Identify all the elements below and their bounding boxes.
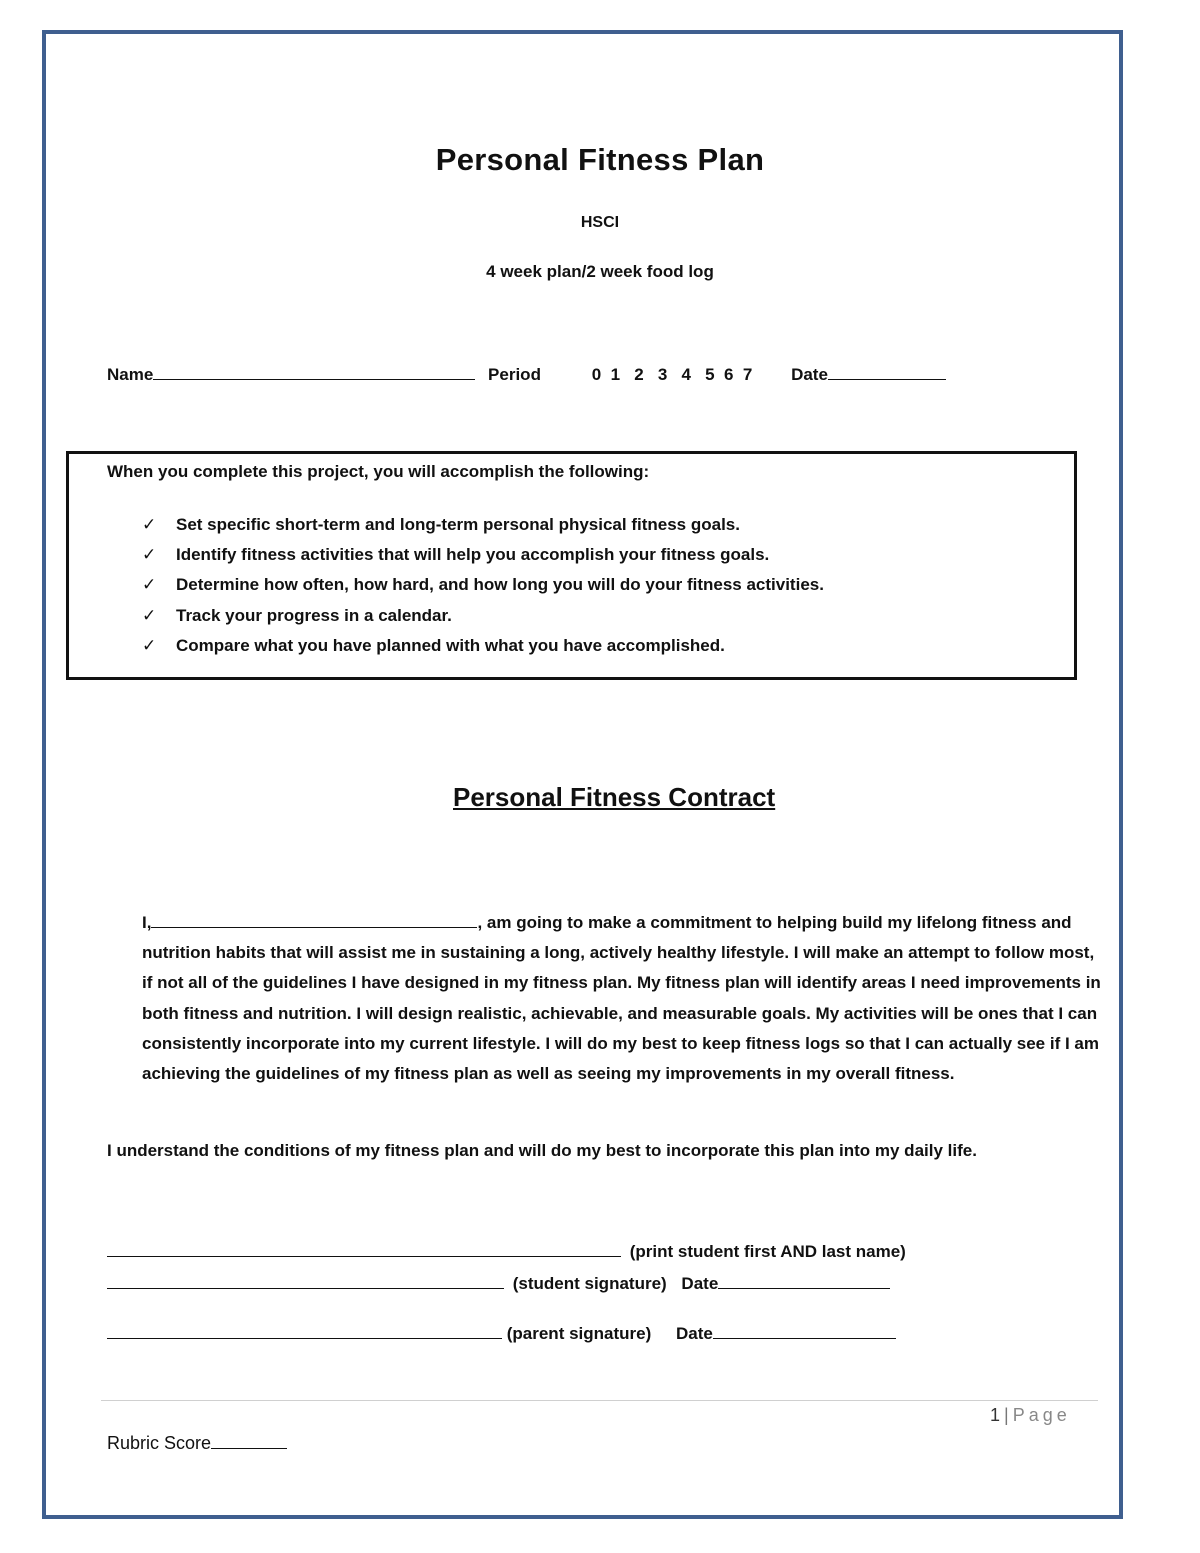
contract-name-blank[interactable] — [151, 911, 477, 928]
parent-date-blank[interactable] — [713, 1322, 896, 1339]
parent-signature-row — [107, 1322, 896, 1344]
list-item — [142, 601, 824, 631]
print-name-row — [107, 1240, 906, 1262]
rubric-score — [107, 1432, 287, 1454]
period-options[interactable]: 0 1 2 3 4 5 6 7 — [591, 365, 753, 384]
plan-subtitle: 4 week plan/2 week food log — [486, 262, 714, 281]
rubric-label: Rubric Score — [107, 1433, 212, 1453]
contract-paragraph — [142, 908, 1102, 1089]
parent-signature-label: (parent signature) — [506, 1324, 652, 1343]
date-label: Date — [791, 365, 828, 384]
student-date-label: Date — [681, 1274, 719, 1293]
course-code: HSCI — [580, 214, 620, 231]
understand-statement: I understand the conditions of my fitness plan and will do my best to incorporate this plan into my daily life. — [107, 1141, 977, 1160]
page-number — [990, 1405, 1071, 1426]
objective-text: Set specific short-term and long-term personal physical fitness goals. — [176, 515, 740, 535]
objectives-list — [142, 510, 824, 661]
page-number-value: 1 — [990, 1405, 1001, 1425]
student-signature-blank[interactable] — [107, 1272, 504, 1289]
list-item — [142, 570, 824, 600]
checkmark-icon: ✓ — [142, 605, 157, 625]
page-separator: | — [1004, 1405, 1009, 1425]
rubric-blank[interactable] — [211, 1432, 287, 1449]
checkmark-icon: ✓ — [142, 575, 157, 595]
name-blank[interactable] — [153, 363, 475, 380]
contract-title: Personal Fitness Contract — [453, 782, 776, 812]
name-label: Name — [107, 365, 154, 384]
print-name-blank[interactable] — [107, 1240, 621, 1257]
checkmark-icon: ✓ — [142, 635, 157, 655]
footer-divider — [101, 1400, 1098, 1401]
contract-intro: I, — [142, 913, 152, 932]
date-blank[interactable] — [828, 363, 946, 380]
page-border — [42, 30, 1123, 1519]
objective-text: Compare what you have planned with what you have accomplished. — [176, 635, 725, 655]
checkmark-icon: ✓ — [142, 515, 157, 535]
list-item — [142, 510, 824, 540]
student-info-row — [107, 363, 946, 385]
student-date-blank[interactable] — [718, 1272, 890, 1289]
list-item — [142, 631, 824, 661]
checkmark-icon: ✓ — [142, 545, 157, 565]
student-signature-label: (student signature) — [512, 1274, 667, 1293]
period-label: Period — [488, 365, 541, 384]
student-signature-row — [107, 1272, 890, 1294]
contract-body: , am going to make a commitment to helping build my lifelong fitness and nutrition habits that will assist me in sustaining a long, actively healthy lifestyle. I will make an attempt to follow most, if not all of the guidelines I have designed in my fitness plan. My fitness plan will identify areas I need improvements in both fitness and nutrition. I will design realistic, achievable, and measurable goals. My activities will be ones that I can consistently incorporate into my current lifestyle. I will do my best to keep fitness logs so that I can actually see if I am achieving the guidelines of my fitness plan as well as seeing my improvements in my overall fitness. — [142, 913, 1101, 1084]
page-word: Page — [1012, 1405, 1071, 1425]
parent-date-label: Date — [676, 1324, 713, 1343]
objective-text: Track your progress in a calendar. — [176, 605, 452, 625]
objectives-heading: When you complete this project, you will accomplish the following: — [107, 462, 650, 481]
print-name-label: (print student first AND last name) — [629, 1242, 906, 1261]
list-item — [142, 540, 824, 570]
objective-text: Determine how often, how hard, and how long you will do your fitness activities. — [176, 575, 824, 595]
document-title: Personal Fitness Plan — [435, 142, 765, 177]
objective-text: Identify fitness activities that will help you accomplish your fitness goals. — [176, 545, 770, 565]
parent-signature-blank[interactable] — [107, 1322, 502, 1339]
